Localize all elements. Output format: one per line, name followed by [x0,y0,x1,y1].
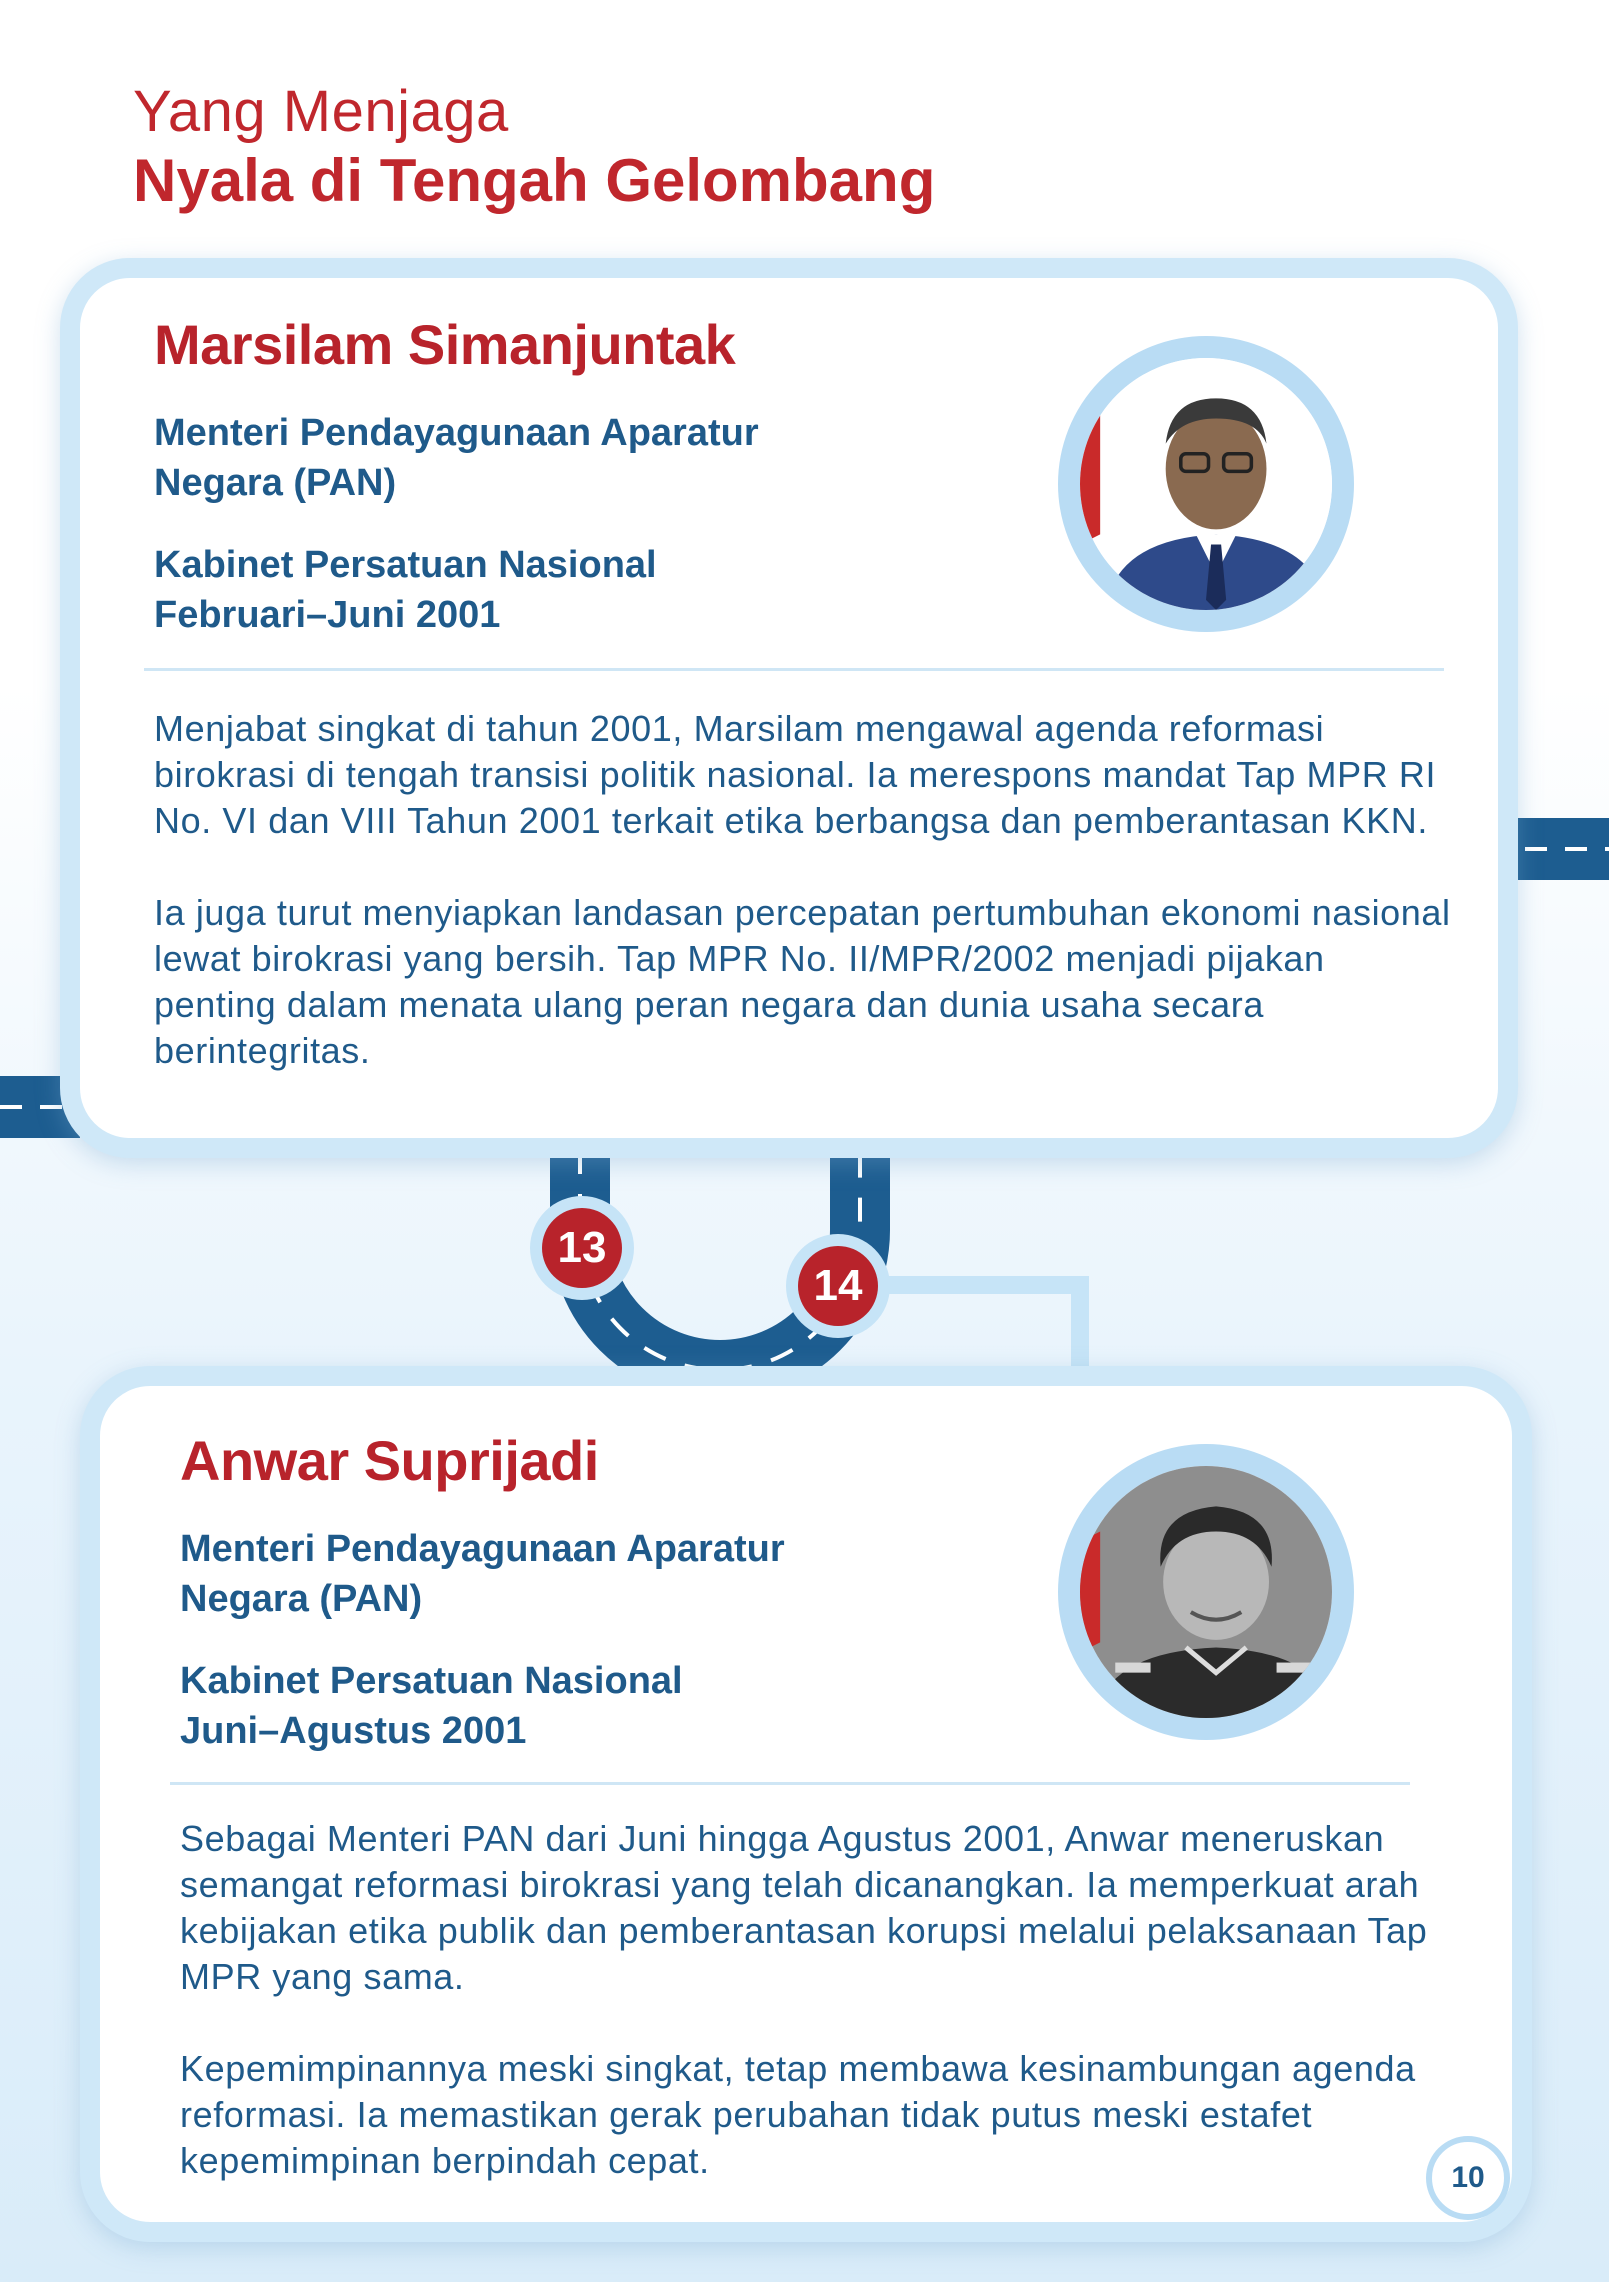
description-paragraph: Menjabat singkat di tahun 2001, Marsilam mengawal agenda reformasi birokrasi di tengah transisi politik nasional. Ia merespons mandat Tap MPR RI No. VI dan VIII Tahun 2001 terkait etika berbangsa dan pemberantasan KKN. [154,708,1437,841]
cabinet-name: Kabinet Persatuan Nasional [180,1660,683,1702]
page-title-line1: Yang Menjaga [133,79,509,144]
description-paragraph: Kepemimpinannya meski singkat, tetap membawa kesinambungan agenda reformasi. Ia memastikan gerak perubahan tidak putus meski estafet kepemimpinan berpindah cepat. [180,2048,1416,2181]
portrait-man-suit-icon [1080,358,1332,610]
connector-line [870,1285,1080,1366]
profile-cabinet [154,540,657,640]
road-segment-right [1505,818,1609,880]
portrait-photo [1058,336,1354,632]
timeline-badge-13: 13 [530,1196,634,1300]
description-paragraph: Ia juga turut menyiapkan landasan percepatan pertumbuhan ekonomi nasional lewat birokrasi yang bersih. Tap MPR No. II/MPR/2002 menjadi pijakan penting dalam menata ulang peran negara dan dunia usaha secara berintegritas. [154,892,1451,1071]
portrait-photo [1058,1444,1354,1740]
section-divider [170,1782,1410,1785]
profile-cabinet [180,1656,683,1756]
page-number: 10 [1426,2136,1510,2220]
description-paragraph: Sebagai Menteri PAN dari Juni hingga Agustus 2001, Anwar meneruskan semangat reformasi birokrasi yang telah dicanangkan. Ia memperkuat arah kebijakan etika publik dan pemberantasan korupsi melalui pelaksanaan Tap MPR yang sama. [180,1818,1428,1997]
portrait-man-uniform-icon [1080,1466,1332,1718]
profile-position [180,1524,785,1624]
profile-name: Marsilam Simanjuntak [154,313,736,376]
page-title-line2: Nyala di Tengah Gelombang [133,147,936,214]
timeline-badge-14: 14 [786,1234,890,1338]
cabinet-name: Kabinet Persatuan Nasional [154,544,657,586]
position-line1: Menteri Pendayagunaan Aparatur [180,1528,785,1570]
section-divider [144,668,1444,671]
profile-description [180,1816,1440,2184]
cabinet-period: Juni–Agustus 2001 [180,1710,527,1752]
profile-card-1 [60,258,1518,1158]
position-line2: Negara (PAN) [154,462,397,504]
profile-position [154,408,759,508]
profile-card-2 [80,1366,1532,2242]
profile-description [154,706,1454,1074]
cabinet-period: Februari–Juni 2001 [154,594,501,636]
position-line1: Menteri Pendayagunaan Aparatur [154,412,759,454]
position-line2: Negara (PAN) [180,1578,423,1620]
profile-name: Anwar Suprijadi [180,1429,599,1492]
